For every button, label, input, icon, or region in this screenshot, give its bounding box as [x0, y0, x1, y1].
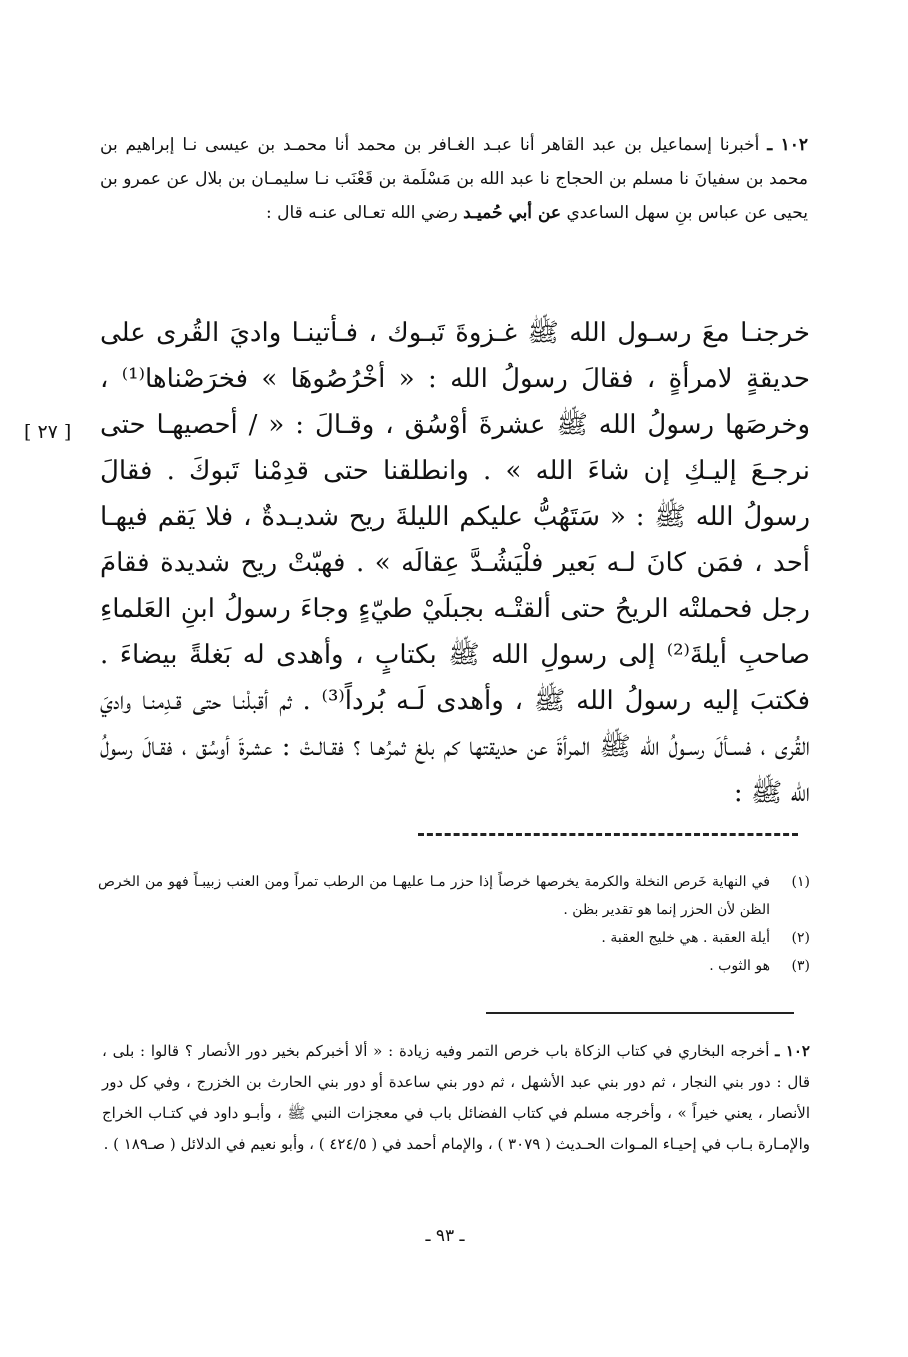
margin-page-reference: [ ٢٧ ] — [24, 421, 72, 443]
footnote-1 — [98, 868, 810, 924]
takhrij-number: ١٠٢ ـ — [775, 1042, 810, 1060]
takhrij-paragraph — [102, 1036, 810, 1160]
footnote-3 — [98, 952, 810, 980]
dashed-divider — [418, 833, 798, 836]
footnote-text: في النهاية خَرص النخلة والكرمة يخرصها خرصاً إذا حزر مـا عليهـا من الرطب تمراً ومن العنب زبيبـاً فهو من الخرص الظن لأن الحزر إنما هو تقدير بظن . — [98, 874, 770, 918]
footnote-text: أيلة العقبة . هي خليج العقبة . — [601, 930, 770, 946]
footnote-2 — [98, 924, 810, 952]
hadith-text: خرجنـا معَ رسـول الله ﷺ غـزوةَ تَبـوك ، فـأتينـا واديَ القُرى على حديقةٍ لامرأةٍ ، فقالَ رسولُ الله : « أخْرُصُوهَا » فخرَصْناها⁽¹⁾ ، وخرصَها رسولُ الله ﷺ عشرةَ أوْسُق ، وقـالَ : « / أحصيهـا حتى نرجـعَ إليـكِ إن شاءَ الله » . وانطلقنا حتى قدِمْنا تَبوكَ . فقالَ رسولُ الله ﷺ : « سَتَهُبُّ عليكم الليلةَ ريح شديـدةٌ ، فلا يَقم فيهـا أحد ، فمَن كانَ لـه بَعير فلْيَشُـدَّ عِقالَه » . فهبّتْ ريح شديدة فقامَ رجل فحملتْه الريحُ حتى ألقتْـه بجبلَيْ طيّءٍ وجاءَ رسولُ ابنِ العَلماءِ صاحبِ أيلةَ⁽²⁾ إلى رسولِ الله ﷺ بكتابٍ ، وأهدى له بَغلةً بيضاءَ . فكتبَ إليه رسولُ الله ﷺ ، وأهدى لَـه بُرداً⁽³⁾ . ثم أقبلْنـا حتى قـدِمنـا واديَ القُرى ، فسـألَ رسـولُ الله ﷺ المرأةَ عن حديقتها كم بلغ ثمرُهـا ؟ فقـالـتْ : عشرةَ أوسُق ، فقـالَ رسولُ الله ﷺ : — [100, 318, 811, 808]
footnote-text: هو الثوب . — [709, 958, 770, 974]
page-number: ـ ٩٣ ـ — [425, 1226, 465, 1246]
footnote-number: (٣) — [791, 958, 810, 974]
isnad-chain: أخبرنا إسماعيل بن عبد القاهر أنا عبـد الغـافر بن محمد أنا محمـد بن عيسى نـا إبراهيم بن محمد بن سفيانَ نا مسلم بن الحجاج نا عبد الله بن مَسْلَمة بن قَعْنَب نـا سليمـان بن بلال عن عمرو بن يحيى عن عباس بنِ سهل الساعدي — [100, 135, 808, 223]
solid-divider — [486, 1012, 794, 1014]
isnad-paragraph — [100, 128, 808, 230]
takhrij-text: أخرجه البخاري في كتاب الزكاة باب خرص التمر وفيه زيادة : « ألا أخبركم بخير دور الأنصار ؟ قالوا : بلى ، قال : دور بني النجار ، ثم دور بني عبد الأشهل ، ثم دور بني ساعدة أو دور بني الحارث بن الخزرج ، وفي كل دور الأنصار ، يعني خيراً » ، وأخرجه مسلم في كتاب الفضائل باب في معجزات النبي ﷺ ، وأبـو داود في كتـاب الخراج والإمـارة بـاب في إحيـاء المـوات الحـديث ( ٣٠٧٩ ) ، والإمام أحمد في ( ٤٢٤/٥ ) ، وأبو نعيم في الدلائل ( صـ١٨٩ ) . — [102, 1042, 810, 1153]
footnote-number: (١) — [791, 874, 810, 890]
footnote-number: (٢) — [791, 930, 810, 946]
hadith-number: ١٠٢ ـ — [767, 135, 808, 155]
narrator-name: عن أبي حُميـد — [463, 203, 562, 223]
isnad-ending: رضي الله تعـالى عنـه قال : — [266, 203, 458, 223]
footnotes — [98, 868, 810, 980]
